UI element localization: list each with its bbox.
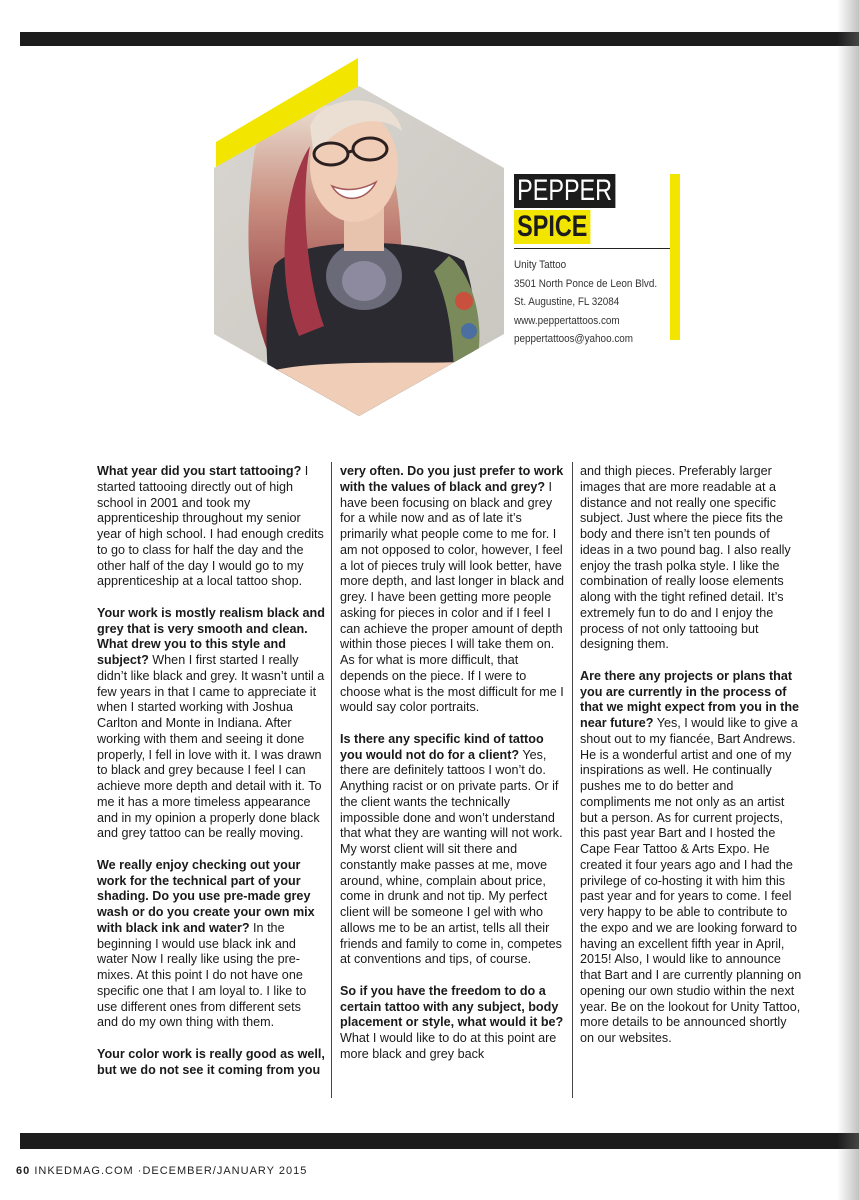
- article-column-3: [580, 464, 802, 1063]
- answer: Yes, I would like to give a shout out to my fiancée, Bart Andrews. He is a wonderful artist and one of my inspirations as well. He continually pushes me to do better and compliments me not only as an artist but a person. As for current projects, this past year Bart and I hosted the Cape Fear Tattoo & Arts Expo. He created it four years ago and I had the privilege of co-hosting it with him this past year and for years to come. I feel very happy to be able to contribute to the expo and we are looking forward to having an excellent fifth year in April, 2015! Also, I would like to announce that Bart and I are currently planning on opening our own studio within the next year. Be on the lookout for Unity Tattoo, more details to be announced shortly on our websites.: [580, 716, 802, 1045]
- qa-paragraph: [580, 464, 802, 653]
- qa-paragraph: [97, 858, 325, 1031]
- contact-info: [514, 256, 657, 349]
- answer: I have been focusing on black and grey for a while now and as of late it’s primarily what people come to me for. I am not opposed to color, however, I feel a lot of pieces truly will look better, have more depth, and last longer in black and grey. I have been getting more people asking for pieces in color and if I feel I can achieve the proper amount of depth within those pieces I will take them on. As for what is more difficult, that depends on the piece. If I were to choose what is the most difficult for me I would say color portraits.: [340, 479, 565, 715]
- question: What year did you start tattooing?: [97, 464, 302, 478]
- question: Your color work is really good as well, but we do not see it coming from you: [97, 1046, 325, 1077]
- answer: and thigh pieces. Preferably larger images that are more readable at a distance and not really one specific subject. Just where the piece fits the body and there isn’t ten pounds of ideas in a two pound bag. I also really enjoy the trash polka style. I like the combination of really loose elements along with the tight refined detail. It’s extremely fun to do and I enjoy the process of not only tattooing but designing them.: [580, 464, 791, 652]
- qa-paragraph: [340, 984, 568, 1063]
- question: very often. Do you just prefer to work with the values of black and grey?: [340, 464, 564, 494]
- name-last: SPICE: [514, 210, 590, 244]
- question: We really enjoy checking out your work for the technical part of your shading. Do you use pre-made grey wash or do you create your own mix with black ink and water?: [97, 857, 315, 935]
- page-folio: [16, 1165, 307, 1177]
- article-column-1: [97, 464, 325, 1094]
- question: So if you have the freedom to do a certain tattoo with any subject, body placement or style, what would it be?: [340, 983, 564, 1030]
- website: www.peppertattoos.com: [514, 314, 620, 327]
- name-first: PEPPER: [514, 174, 615, 208]
- yellow-vertical-bar: [670, 174, 680, 340]
- qa-paragraph: [580, 669, 802, 1047]
- qa-paragraph: [97, 1047, 325, 1079]
- article-column-2: [340, 464, 568, 1078]
- name-divider: [514, 248, 680, 249]
- question: Is there any specific kind of tattoo you would not do for a client?: [340, 731, 544, 762]
- qa-paragraph: [97, 464, 325, 590]
- answer: Yes, there are definitely tattoos I won’t do. Anything racist or on private parts. Or if the client wants the technically impossible done and won’t understand that what they are wanting will not work. My worst client will sit there and constantly make passes at me, move around, whine, complain about price, come in drunk and not tip. My perfect client will be someone I gel with who allows me to be an artist, tells all their friends and family to come in, competes at conventions and tips, of course.: [340, 747, 563, 967]
- bottom-black-bar: [20, 1133, 859, 1149]
- page-number: 60: [16, 1165, 31, 1177]
- shop-name: Unity Tattoo: [514, 259, 567, 271]
- answer: What I would like to do at this point are more black and grey back: [340, 1031, 557, 1061]
- column-divider: [572, 462, 573, 1098]
- top-black-bar: [20, 32, 859, 46]
- artist-name: [514, 174, 644, 244]
- question: Are there any projects or plans that you are currently in the process of that we might expect from you in the near future?: [580, 668, 800, 730]
- answer: When I first started I really didn’t like black and grey. It wasn’t until a few years in that I came to appreciate it when I started working with Joshua Carlton and Monte in Indiana. After working with them and seeing it done properly, I fell in love with it. I was drawn to black and grey because I feel I can achieve more depth and detail with it. To me it has a more timeless appearance and in my opinion a properly done black and grey tattoo can be really moving.: [97, 653, 325, 841]
- answer: I started tattooing directly out of high school in 2001 and took my apprenticeship throughout my senior year of high school. I had enough credits to go to class for half the day and the other half of the day I would go to my apprenticeship at a local tattoo shop.: [97, 464, 324, 589]
- city-state-zip: St. Augustine, FL 32084: [514, 296, 620, 309]
- qa-paragraph: [340, 732, 568, 968]
- street-address: 3501 North Ponce de Leon Blvd.: [514, 277, 658, 290]
- issue-date: ·DECEMBER/JANUARY 2015: [137, 1165, 308, 1177]
- magazine-site: INKEDMAG.COM: [34, 1165, 134, 1177]
- page-edge-shadow: [837, 0, 859, 1200]
- email: peppertattoos@yahoo.com: [514, 333, 634, 346]
- portrait-photo: [214, 86, 504, 416]
- question: Your work is mostly realism black and grey that is very smooth and clean. What drew you to this style and subject?: [97, 605, 325, 667]
- qa-paragraph: [340, 464, 568, 716]
- qa-paragraph: [97, 606, 325, 842]
- column-divider: [331, 462, 332, 1098]
- answer: In the beginning I would use black ink and water Now I really like using the pre-mixes. At this point I do not have one specific one that I am loyal to. I like to use different ones from different sets and do my own thing with them.: [97, 920, 307, 1030]
